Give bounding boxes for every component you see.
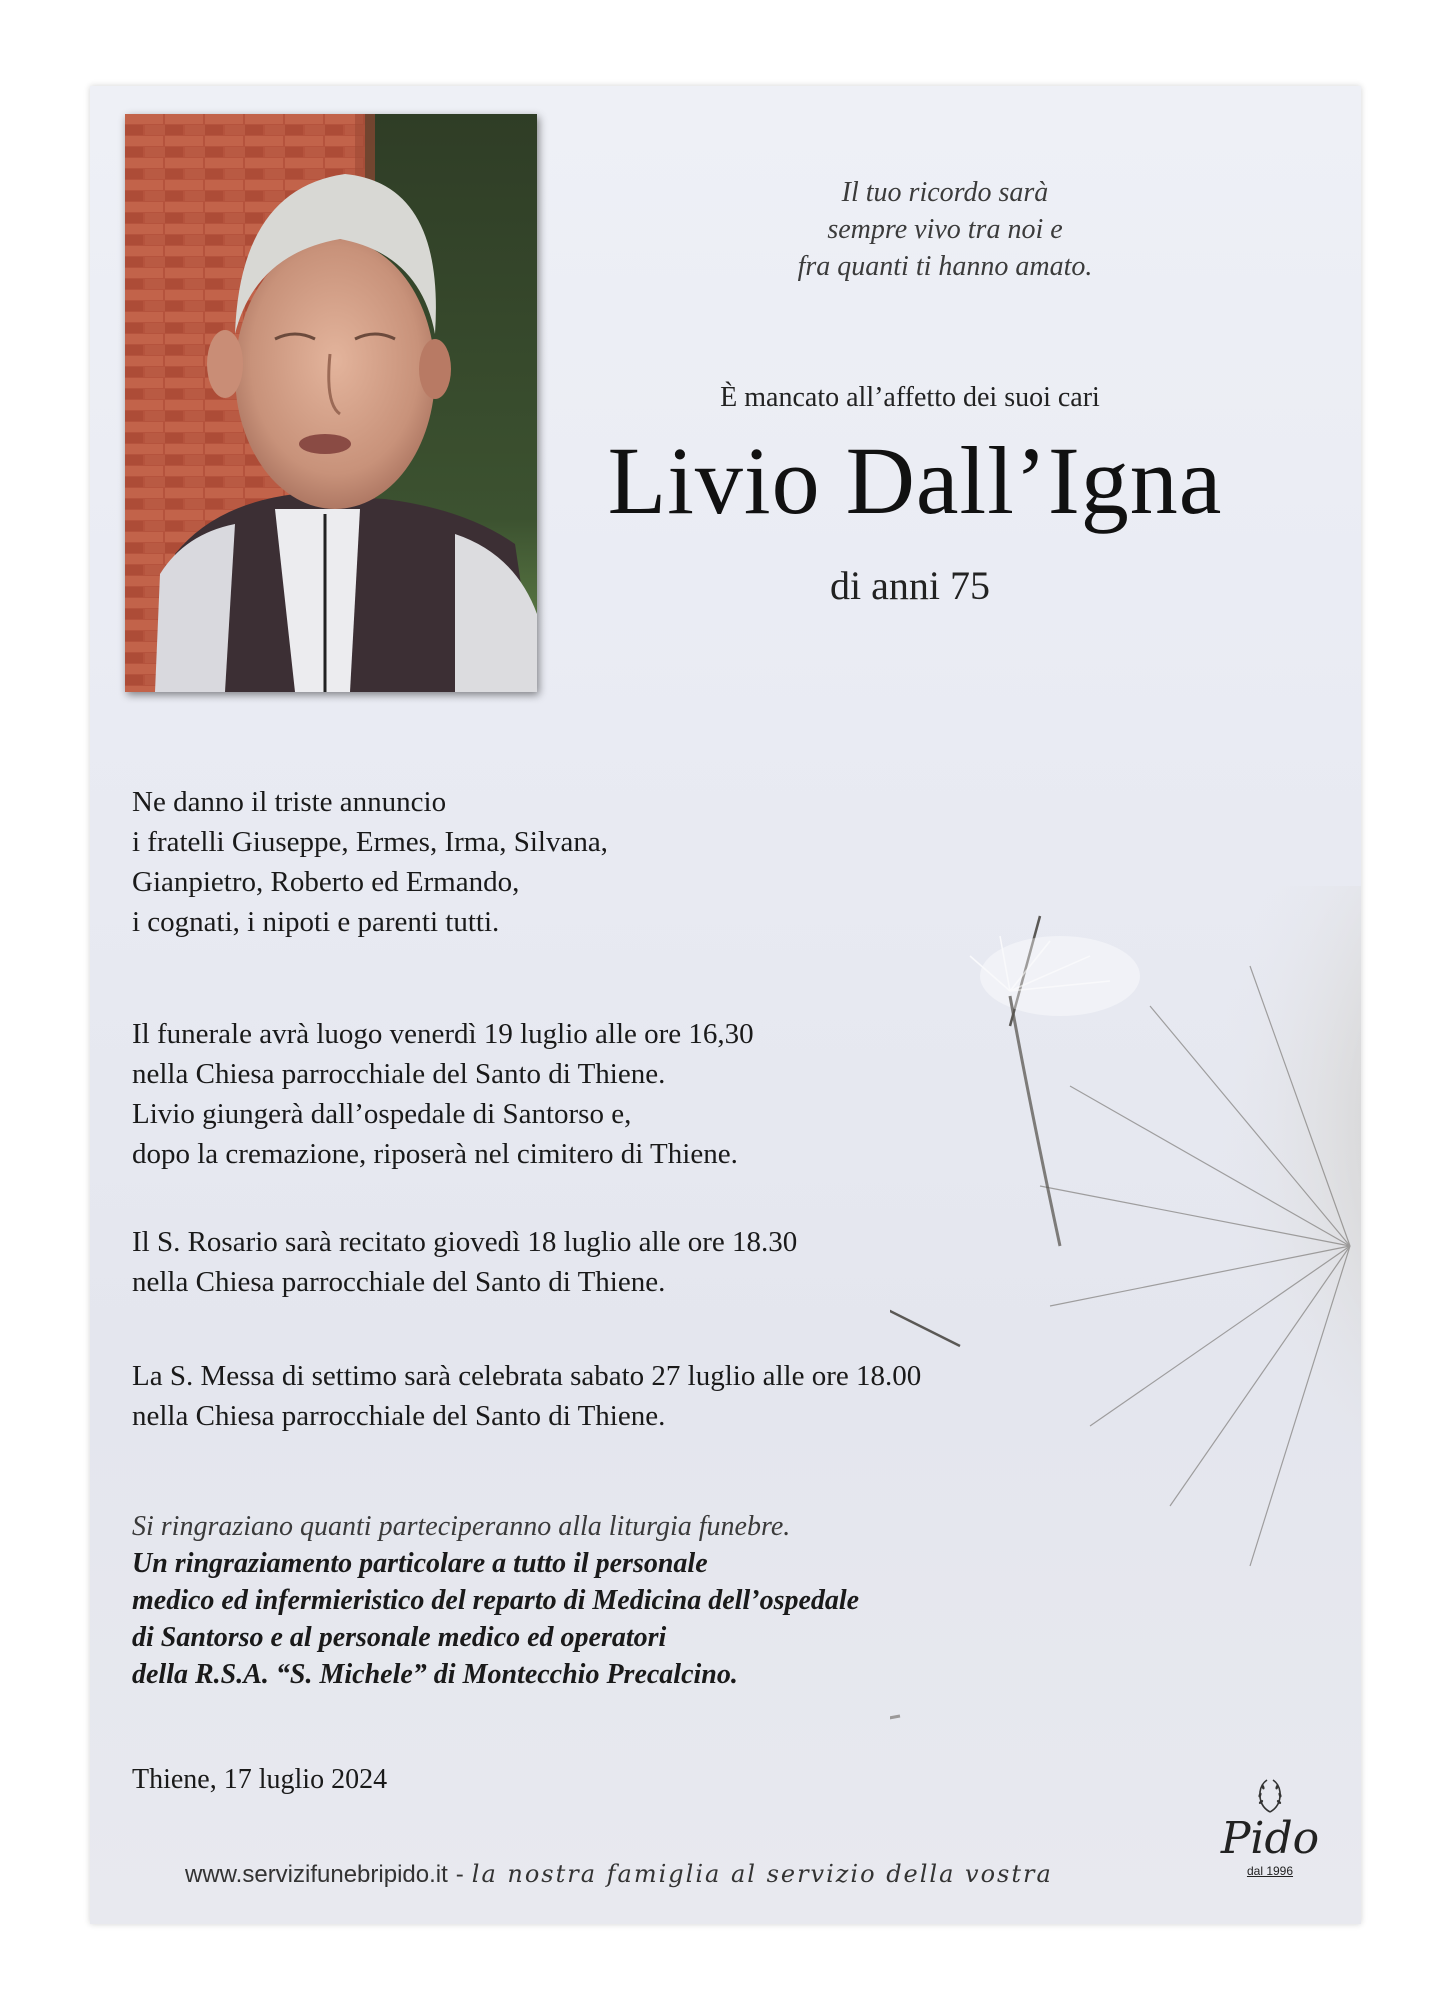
footer-separator: - [455,1861,464,1888]
wreath-icon [1255,1776,1285,1816]
footer [185,1860,1085,1889]
announcement-intro: È mancato all’affetto dei suoi cari [720,382,1100,413]
website-link[interactable]: www.servizifunebripido.it [185,1861,448,1888]
dateline: Thiene, 17 luglio 2024 [132,1764,388,1795]
quote-line: Il tuo ricordo sarà [841,177,1049,208]
quote-line: fra quanti ti hanno amato. [797,251,1093,282]
floating-seed-decoration [910,886,1230,1326]
text-line: La S. Messa di settimo sarà celebrata sabato 27 luglio alle ore 18.00 [132,1360,922,1392]
logo-brand: Pido [1220,1813,1320,1864]
text-line: nella Chiesa parrocchiale del Santo di Thiene. [132,1400,666,1432]
text-line: Un ringraziamento particolare a tutto il personale [132,1548,708,1579]
portrait-photo [125,114,537,692]
text-line: Il S. Rosario sarà recitato giovedì 18 luglio alle ore 18.30 [132,1226,798,1258]
text-line: Il funerale avrà luogo venerdì 19 luglio alle ore 16,30 [132,1018,754,1050]
funeral-details [132,1014,754,1174]
text-line: dopo la cremazione, riposerà nel cimitero di Thiene. [132,1138,738,1170]
deceased-age: di anni 75 [830,563,990,608]
rosary-details [132,1222,797,1302]
family-announcement [132,782,608,942]
logo-since: dal 1996 [1246,1864,1294,1878]
funeral-home-logo [1210,1776,1330,1878]
text-line: Si ringraziano quanti parteciperanno alla liturgia funebre. [132,1511,791,1542]
obituary-sheet [90,86,1361,1924]
memorial-quote [690,174,1200,285]
text-line: i fratelli Giuseppe, Ermes, Irma, Silvana, [132,826,608,858]
text-line: di Santorso e al personale medico ed operatori [132,1622,667,1653]
quote-line: sempre vivo tra noi e [827,214,1063,245]
text-line: medico ed infermieristico del reparto di Medicina dell’ospedale [132,1585,860,1616]
text-line: Ne danno il triste annuncio [132,786,447,818]
text-line: nella Chiesa parrocchiale del Santo di Thiene. [132,1266,666,1298]
mass-details [132,1356,921,1436]
text-line: Gianpietro, Roberto ed Ermando, [132,866,520,898]
deceased-name: Livio Dall’Igna [607,427,1223,534]
acknowledgements [132,1508,859,1693]
footer-motto: la nostra famiglia al servizio della vostra [471,1860,1053,1888]
text-line: Livio giungerà dall’ospedale di Santorso e, [132,1098,632,1130]
text-line: della R.S.A. “S. Michele” di Montecchio Precalcino. [132,1659,738,1690]
text-line: i cognati, i nipoti e parenti tutti. [132,906,500,938]
text-line: nella Chiesa parrocchiale del Santo di Thiene. [132,1058,666,1090]
